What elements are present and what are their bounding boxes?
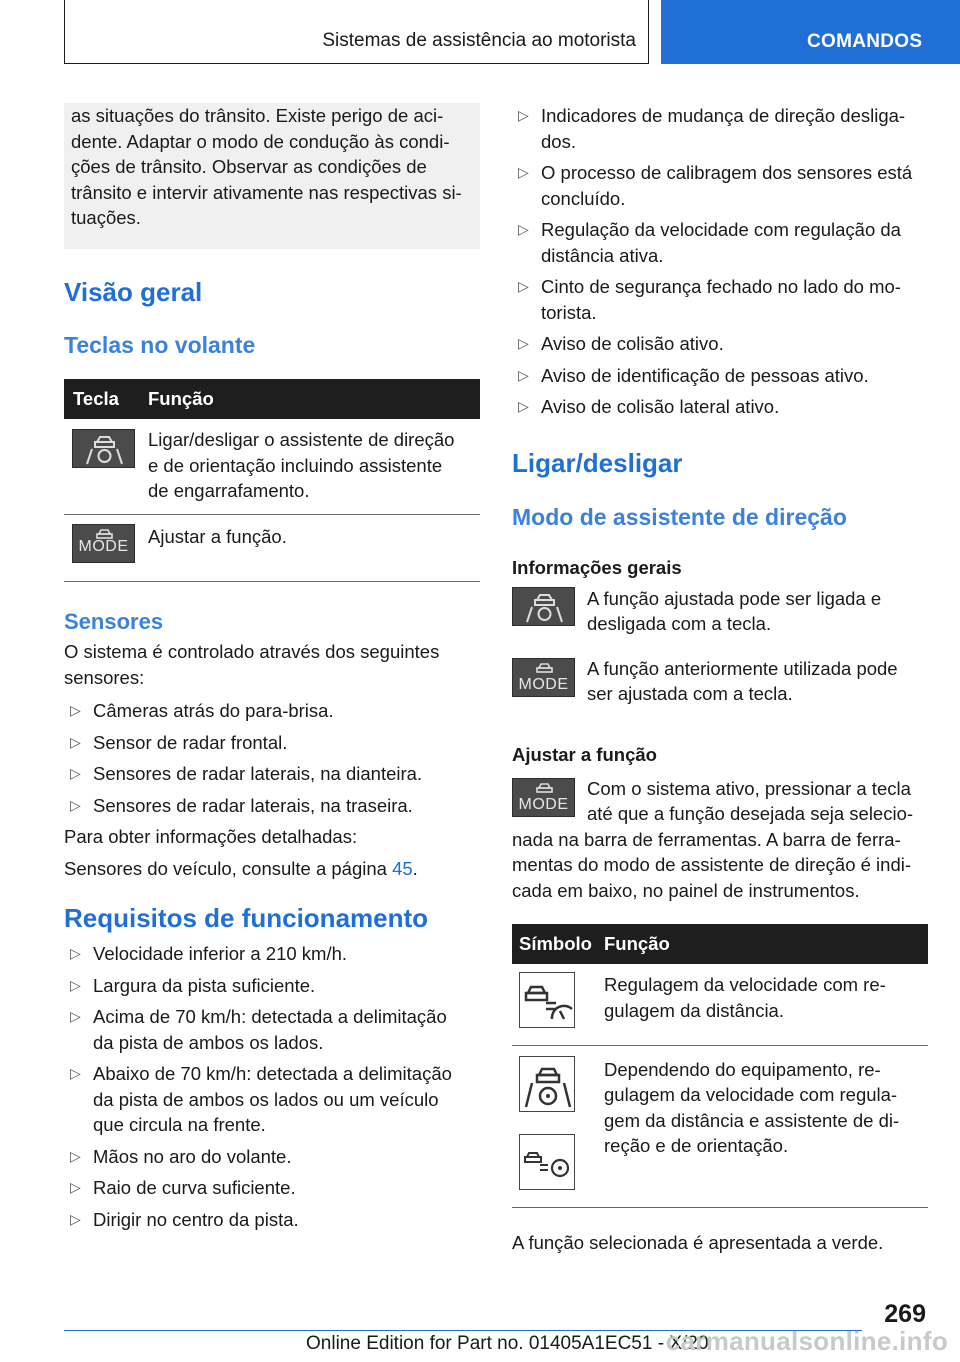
header-section-title: Sistemas de assistência ao motorista bbox=[322, 30, 636, 51]
list-item bbox=[64, 730, 480, 756]
bullet-triangle-icon: ▷ bbox=[70, 976, 81, 993]
bullet-triangle-icon: ▷ bbox=[518, 164, 529, 180]
list-item bbox=[512, 160, 928, 211]
list-item bbox=[512, 103, 928, 154]
adjust-item bbox=[512, 776, 928, 904]
mode-button-icon bbox=[512, 658, 575, 697]
list-item-text: Velocidade inferior a 210 km/h. bbox=[93, 943, 348, 964]
list-item-text: Câmeras atrás do para-brisa. bbox=[93, 700, 334, 721]
header-chapter-title: COMANDOS bbox=[807, 31, 923, 52]
bullet-triangle-icon: ▷ bbox=[518, 278, 529, 294]
list-item-text: Mãos no aro do volante. bbox=[93, 1145, 292, 1167]
buttons-table bbox=[64, 379, 480, 582]
mode-key-label: MODE bbox=[78, 538, 129, 555]
list-item bbox=[512, 331, 928, 357]
details-reference bbox=[64, 856, 480, 882]
list-item-text: Cinto de segurança fechado no lado do mo- torista. bbox=[541, 276, 901, 323]
general-text-2: A função anteriormente utilizada pode ser ajustada com a tecla. bbox=[587, 657, 898, 704]
list-item-text: Abaixo de 70 km/h: detectada a delimitação da pista de ambos os lados ou um veículo que circula na frente. bbox=[93, 1063, 452, 1135]
heading-requirements: Requisitos de funcionamento bbox=[64, 903, 429, 933]
list-item-text: Dirigir no centro da pista. bbox=[93, 1208, 299, 1230]
right-column bbox=[512, 103, 928, 1255]
table-row bbox=[64, 514, 480, 582]
requirements-list-continued bbox=[512, 103, 928, 420]
buttons-col-function: Função bbox=[148, 379, 480, 419]
bullet-triangle-icon: ▷ bbox=[518, 366, 529, 383]
page-number: 269 bbox=[884, 1300, 926, 1328]
mode-button-icon bbox=[512, 778, 575, 817]
general-text-1: A função ajustada pode ser ligada e desligada com a tecla. bbox=[587, 587, 882, 634]
bullet-triangle-icon: ▷ bbox=[70, 702, 81, 718]
table-row bbox=[512, 1045, 928, 1207]
sensors-list bbox=[64, 698, 480, 818]
mode-key-label: MODE bbox=[518, 675, 569, 693]
list-item bbox=[64, 793, 480, 819]
bullet-triangle-icon: ▷ bbox=[70, 945, 81, 961]
left-column bbox=[64, 103, 480, 1238]
closing-text: A função selecionada é apresentada a verde. bbox=[512, 1231, 884, 1253]
list-item-text: Largura da pista suficiente. bbox=[93, 974, 316, 996]
bullet-triangle-icon: ▷ bbox=[70, 1065, 81, 1081]
distance-steering-symbol-icon bbox=[519, 1134, 575, 1190]
details-ref-text: Sensores do veículo, consulte a página bbox=[64, 857, 393, 879]
steering-assist-button-icon bbox=[512, 587, 575, 626]
table-row bbox=[64, 419, 480, 514]
list-item-text: Aviso de colisão lateral ativo. bbox=[541, 396, 780, 417]
heading-mode: Modo de assistente de direção bbox=[512, 503, 847, 530]
heading-adjust: Ajustar a função bbox=[512, 743, 657, 765]
header-section-box bbox=[64, 0, 649, 64]
symbols-row2-text: Dependendo do equipamento, re- gulagem da velocidade com regula- gem da distância e assistente de di- reção e de orientação. bbox=[604, 1045, 928, 1207]
list-item bbox=[512, 274, 928, 325]
list-item-text: Sensores de radar laterais, na dianteira. bbox=[93, 763, 423, 784]
list-item bbox=[64, 761, 480, 787]
details-ref-end: . bbox=[412, 857, 418, 879]
list-item-text: Aviso de identificação de pessoas ativo. bbox=[541, 364, 869, 386]
page-link-45[interactable]: 45 bbox=[392, 857, 413, 879]
bullet-triangle-icon: ▷ bbox=[518, 221, 529, 237]
list-item-text: Aviso de colisão ativo. bbox=[541, 333, 724, 354]
bullet-triangle-icon: ▷ bbox=[70, 765, 81, 781]
heading-onoff: Ligar/desligar bbox=[512, 447, 683, 478]
list-item-text: Regulação da velocidade com regulação da distância ativa. bbox=[541, 219, 901, 266]
steering-assist-button-icon bbox=[72, 429, 135, 468]
watermark: carmanualsonline.info bbox=[665, 1326, 948, 1356]
mode-button-icon bbox=[72, 524, 135, 563]
bullet-triangle-icon: ▷ bbox=[70, 796, 81, 813]
buttons-row1-text: Ligar/desligar o assistente de direção e de orientação incluindo assistente de engarrafamento. bbox=[148, 419, 480, 514]
symbols-col-symbol: Símbolo bbox=[512, 924, 604, 964]
heading-overview: Visão geral bbox=[64, 277, 203, 307]
warning-text: as situações do trânsito. Existe perigo de aci- dente. Adaptar o modo de condução às condi- ções de trânsito. Observar as condições de trânsito e intervir ativamente nas respectivas si- tuações. bbox=[71, 105, 462, 228]
bullet-triangle-icon: ▷ bbox=[70, 1179, 81, 1195]
list-item bbox=[64, 1061, 480, 1138]
heading-sensors: Sensores bbox=[64, 609, 164, 634]
bullet-triangle-icon: ▷ bbox=[70, 1147, 81, 1164]
sensors-intro: O sistema é controlado através dos seguintes sensores: bbox=[64, 641, 440, 688]
list-item bbox=[64, 1144, 480, 1170]
list-item bbox=[64, 941, 480, 967]
footer-edition: Online Edition for Part no. 01405A1EC51 - X/20 bbox=[306, 1333, 709, 1354]
bullet-triangle-icon: ▷ bbox=[518, 107, 529, 123]
general-item-1 bbox=[512, 586, 928, 656]
bullet-triangle-icon: ▷ bbox=[70, 1008, 81, 1024]
list-item bbox=[64, 1207, 480, 1233]
table-row bbox=[512, 964, 928, 1045]
list-item-text: Indicadores de mudança de direção desliga- dos. bbox=[541, 105, 906, 152]
list-item bbox=[64, 1004, 480, 1055]
warning-box bbox=[64, 103, 480, 249]
list-item bbox=[64, 973, 480, 999]
heading-buttons: Teclas no volante bbox=[64, 332, 256, 358]
heading-general: Informações gerais bbox=[512, 556, 682, 578]
bullet-triangle-icon: ▷ bbox=[518, 335, 529, 351]
mode-key-label: MODE bbox=[518, 795, 569, 813]
list-item bbox=[512, 394, 928, 420]
list-item-text: Sensores de radar laterais, na traseira. bbox=[93, 794, 413, 816]
bullet-triangle-icon: ▷ bbox=[70, 733, 81, 750]
bullet-triangle-icon: ▷ bbox=[70, 1210, 81, 1227]
list-item bbox=[512, 217, 928, 268]
symbols-table bbox=[512, 924, 928, 1208]
requirements-list bbox=[64, 941, 480, 1232]
adjust-text-a: Com o sistema ativo, pressionar a tecla até que a função desejada seja selecio- bbox=[587, 777, 914, 824]
list-item bbox=[64, 1175, 480, 1201]
symbols-col-function: Função bbox=[604, 924, 928, 964]
list-item bbox=[64, 698, 480, 724]
buttons-col-key: Tecla bbox=[64, 379, 148, 419]
list-item-text: O processo de calibragem dos sensores está concluído. bbox=[541, 162, 913, 209]
distance-control-symbol-icon bbox=[519, 972, 575, 1028]
header-chapter-tab[interactable] bbox=[661, 0, 960, 64]
list-item-text: Raio de curva suficiente. bbox=[93, 1177, 296, 1198]
list-item-text: Sensor de radar frontal. bbox=[93, 731, 288, 753]
list-item-text: Acima de 70 km/h: detectada a delimitação da pista de ambos os lados. bbox=[93, 1006, 447, 1053]
symbols-row1-text: Regulagem da velocidade com re- gulagem da distância. bbox=[604, 964, 928, 1045]
bullet-triangle-icon: ▷ bbox=[518, 398, 529, 414]
steering-assist-symbol-icon bbox=[519, 1056, 575, 1112]
adjust-text-b: nada na barra de ferramentas. A barra de ferra- mentas do modo de assistente de direção é indi- cada em baixo, no painel de instrumentos. bbox=[512, 828, 912, 901]
list-item bbox=[512, 363, 928, 389]
general-item-2 bbox=[512, 656, 928, 738]
buttons-row2-text: Ajustar a função. bbox=[148, 514, 480, 582]
details-intro: Para obter informações detalhadas: bbox=[64, 826, 358, 847]
